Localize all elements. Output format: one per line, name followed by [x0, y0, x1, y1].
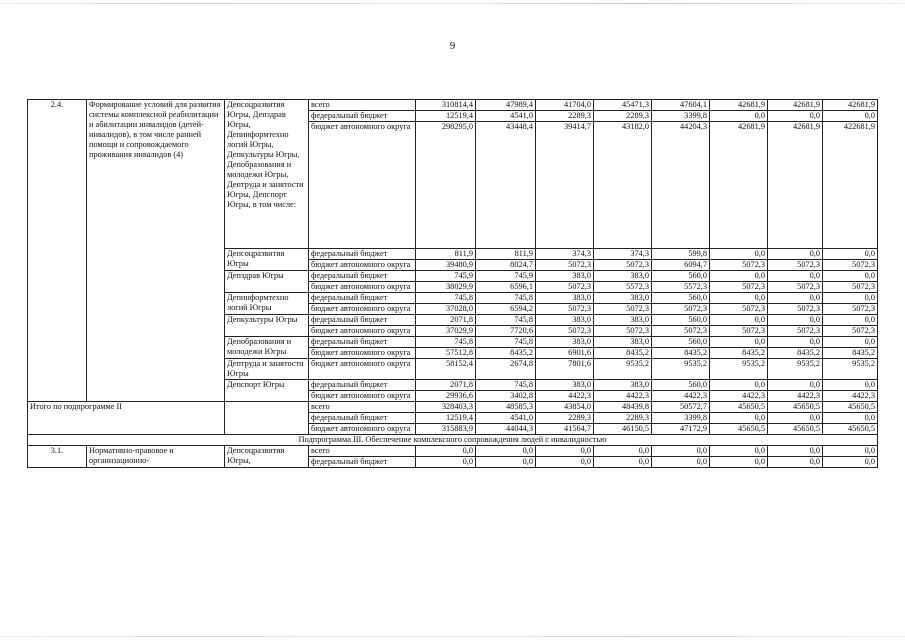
value-cell: 5072,3: [710, 326, 768, 337]
value-cell: 5072,3: [536, 304, 594, 315]
value-cell: 2071,8: [416, 315, 476, 326]
value-cell: 48585,3: [476, 402, 536, 413]
value-cell: 47989,4: [476, 100, 536, 111]
value-cell: 5072,3: [536, 282, 594, 293]
funding-source: всего: [309, 446, 416, 457]
value-cell: 45650,5: [823, 424, 878, 435]
value-cell: 4541,0: [476, 413, 536, 424]
funding-source: бюджет автономного округа: [309, 359, 416, 380]
table-row: [28, 100, 878, 111]
value-cell: 560,0: [652, 271, 710, 282]
executor-cell: Депобразования и молодежи Югры: [225, 337, 309, 359]
value-cell: 5072,3: [823, 260, 878, 271]
value-cell: 42681,9: [768, 100, 823, 111]
value-cell: 37029,9: [416, 326, 476, 337]
value-cell: 4541,0: [476, 111, 536, 122]
value-cell: 0,0: [536, 446, 594, 457]
value-cell: 5072,3: [652, 304, 710, 315]
executor-cell: Депкультуры Югры: [225, 315, 309, 337]
activity-name: Нормативно-правовое и организационно-: [87, 446, 225, 468]
executor-cell: Депсоцразвития Югры: [225, 249, 309, 271]
value-cell: 9535,2: [594, 359, 652, 380]
value-cell: 2289,3: [594, 413, 652, 424]
value-cell: 745,8: [476, 380, 536, 391]
value-cell: 4422,3: [768, 391, 823, 402]
value-cell: 383,0: [536, 293, 594, 304]
value-cell: 5072,3: [594, 326, 652, 337]
row-number: 3.1.: [28, 446, 87, 468]
value-cell: 0,0: [823, 413, 878, 424]
executor-cell: Депсоцразвития Югры, Депздрав Югры, Депинформтехно логий Югры, Депкультуры Югры, Депобразования и молодежи Югры, Дептруда и занятости Югры, Депспорт Югры, в том числе:: [225, 100, 309, 249]
value-cell: 6594,2: [476, 304, 536, 315]
value-cell: 5072,3: [768, 304, 823, 315]
value-cell: 39480,9: [416, 260, 476, 271]
subprogram-row: [28, 435, 878, 446]
funding-source: всего: [309, 402, 416, 413]
subprogram-header: Подпрограмма III. Обеспечение комплексного сопровождения людей с инвалидностью: [28, 435, 878, 446]
funding-source: федеральный бюджет: [309, 413, 416, 424]
value-cell: 745,8: [476, 337, 536, 348]
value-cell: 0,0: [823, 315, 878, 326]
value-cell: 0,0: [768, 249, 823, 260]
value-cell: 315883,9: [416, 424, 476, 435]
funding-source: федеральный бюджет: [309, 111, 416, 122]
value-cell: 383,0: [536, 271, 594, 282]
value-cell: 0,0: [823, 271, 878, 282]
value-cell: 560,0: [652, 380, 710, 391]
value-cell: 383,0: [594, 380, 652, 391]
value-cell: 560,0: [652, 293, 710, 304]
value-cell: 560,0: [652, 337, 710, 348]
value-cell: 5072,3: [768, 326, 823, 337]
value-cell: 5072,3: [652, 326, 710, 337]
value-cell: 0,0: [476, 457, 536, 468]
value-cell: 9535,2: [652, 359, 710, 380]
value-cell: 745,8: [416, 337, 476, 348]
value-cell: 47604,1: [652, 100, 710, 111]
value-cell: 46150,5: [594, 424, 652, 435]
value-cell: 44044,3: [476, 424, 536, 435]
value-cell: 6596,1: [476, 282, 536, 293]
value-cell: 5572,3: [594, 282, 652, 293]
value-cell: 5072,3: [768, 260, 823, 271]
value-cell: 2289,3: [594, 111, 652, 122]
value-cell: 0,0: [823, 337, 878, 348]
value-cell: 383,0: [536, 380, 594, 391]
funding-source: федеральный бюджет: [309, 315, 416, 326]
value-cell: 5072,3: [823, 326, 878, 337]
funding-source: бюджет автономного округа: [309, 282, 416, 293]
value-cell: 9535,2: [710, 359, 768, 380]
funding-source: бюджет автономного округа: [309, 348, 416, 359]
value-cell: 4422,3: [652, 391, 710, 402]
value-cell: 43854,0: [536, 402, 594, 413]
value-cell: 8435,2: [823, 348, 878, 359]
value-cell: 4422,3: [823, 391, 878, 402]
value-cell: 45650,5: [768, 424, 823, 435]
executor-cell: Депинформтехно логий Югры: [225, 293, 309, 315]
value-cell: 4422,3: [710, 391, 768, 402]
value-cell: 0,0: [823, 446, 878, 457]
value-cell: 5072,3: [710, 260, 768, 271]
value-cell: 2071,8: [416, 380, 476, 391]
value-cell: 310814,4: [416, 100, 476, 111]
value-cell: 43448,4: [476, 122, 536, 249]
value-cell: 8435,2: [594, 348, 652, 359]
value-cell: 3399,8: [652, 413, 710, 424]
value-cell: 0,0: [710, 413, 768, 424]
value-cell: 5072,3: [823, 282, 878, 293]
value-cell: 0,0: [710, 457, 768, 468]
value-cell: 44204,3: [652, 122, 710, 249]
value-cell: 0,0: [823, 293, 878, 304]
value-cell: 41564,7: [536, 424, 594, 435]
value-cell: 5072,3: [710, 304, 768, 315]
value-cell: 5072,3: [536, 260, 594, 271]
value-cell: 0,0: [652, 446, 710, 457]
value-cell: 0,0: [652, 457, 710, 468]
value-cell: 2289,3: [536, 413, 594, 424]
funding-source: бюджет автономного округа: [309, 304, 416, 315]
value-cell: 0,0: [768, 457, 823, 468]
funding-source: бюджет автономного округа: [309, 260, 416, 271]
value-cell: 745,9: [416, 271, 476, 282]
value-cell: 0,0: [710, 271, 768, 282]
funding-source: бюджет автономного округа: [309, 122, 416, 249]
value-cell: 4422,3: [536, 391, 594, 402]
value-cell: 4422,3: [594, 391, 652, 402]
funding-source: бюджет автономного округа: [309, 424, 416, 435]
value-cell: 29936,6: [416, 391, 476, 402]
value-cell: 45471,3: [594, 100, 652, 111]
value-cell: 45650,5: [710, 424, 768, 435]
value-cell: 9535,2: [823, 359, 878, 380]
value-cell: 0,0: [710, 111, 768, 122]
value-cell: 45650,5: [768, 402, 823, 413]
value-cell: 12519,4: [416, 111, 476, 122]
value-cell: 298295,0: [416, 122, 476, 249]
page-number: 9: [449, 40, 456, 52]
budget-table: [27, 99, 878, 468]
value-cell: 0,0: [768, 111, 823, 122]
value-cell: 0,0: [416, 446, 476, 457]
value-cell: 45650,5: [823, 402, 878, 413]
value-cell: 8435,2: [476, 348, 536, 359]
value-cell: 50572,7: [652, 402, 710, 413]
value-cell: 37028,0: [416, 304, 476, 315]
value-cell: 45650,5: [710, 402, 768, 413]
value-cell: 5572,3: [652, 282, 710, 293]
value-cell: 5072,3: [710, 282, 768, 293]
value-cell: 0,0: [710, 337, 768, 348]
value-cell: 560,0: [652, 315, 710, 326]
value-cell: 383,0: [594, 315, 652, 326]
value-cell: 39414,7: [536, 122, 594, 249]
value-cell: 47172,9: [652, 424, 710, 435]
value-cell: 5072,3: [823, 304, 878, 315]
funding-source: всего: [309, 100, 416, 111]
activity-name: Формирование условий для развития системы комплексной реабилитации и абилитации инвалидов (детей-инвалидов), в том числе ранней помощи и сопровождаемого проживания инвалидов (4): [87, 100, 225, 402]
value-cell: 0,0: [768, 271, 823, 282]
value-cell: 8024,7: [476, 260, 536, 271]
value-cell: 0,0: [594, 457, 652, 468]
value-cell: 0,0: [710, 380, 768, 391]
value-cell: 2289,3: [536, 111, 594, 122]
value-cell: 745,8: [416, 293, 476, 304]
funding-source: федеральный бюджет: [309, 380, 416, 391]
value-cell: 43182,0: [594, 122, 652, 249]
funding-source: федеральный бюджет: [309, 293, 416, 304]
total-row: [28, 402, 878, 413]
value-cell: 0,0: [768, 293, 823, 304]
value-cell: 374,3: [594, 249, 652, 260]
value-cell: 0,0: [768, 413, 823, 424]
value-cell: 811,9: [416, 249, 476, 260]
value-cell: 5072,3: [594, 304, 652, 315]
value-cell: 383,0: [536, 315, 594, 326]
value-cell: 42681,9: [710, 100, 768, 111]
value-cell: 0,0: [823, 111, 878, 122]
value-cell: 3402,8: [476, 391, 536, 402]
value-cell: 38029,9: [416, 282, 476, 293]
value-cell: 383,0: [594, 337, 652, 348]
value-cell: 57512,8: [416, 348, 476, 359]
value-cell: 42681,9: [710, 122, 768, 249]
value-cell: 599,8: [652, 249, 710, 260]
value-cell: 422681,9: [823, 122, 878, 249]
funding-source: федеральный бюджет: [309, 457, 416, 468]
executor-cell: Депспорт Югры: [225, 380, 309, 402]
executor-cell: Депсоцразвития Югры,: [225, 446, 309, 468]
value-cell: 7801,6: [536, 359, 594, 380]
value-cell: 0,0: [768, 446, 823, 457]
value-cell: 383,0: [536, 337, 594, 348]
value-cell: 0,0: [823, 457, 878, 468]
value-cell: 383,0: [594, 271, 652, 282]
table-row: [28, 446, 878, 457]
value-cell: 7720,6: [476, 326, 536, 337]
value-cell: 0,0: [768, 380, 823, 391]
value-cell: 745,8: [476, 293, 536, 304]
value-cell: 0,0: [710, 446, 768, 457]
value-cell: 5072,3: [768, 282, 823, 293]
scan-edge-bottom: [0, 636, 905, 637]
value-cell: 42681,9: [823, 100, 878, 111]
value-cell: 745,8: [476, 315, 536, 326]
funding-source: бюджет автономного округа: [309, 391, 416, 402]
value-cell: 374,3: [536, 249, 594, 260]
value-cell: 8435,2: [710, 348, 768, 359]
value-cell: 0,0: [710, 315, 768, 326]
value-cell: 8435,2: [652, 348, 710, 359]
value-cell: 0,0: [594, 446, 652, 457]
value-cell: 2674,8: [476, 359, 536, 380]
value-cell: 41704,0: [536, 100, 594, 111]
value-cell: 5072,3: [594, 260, 652, 271]
value-cell: 383,0: [594, 293, 652, 304]
value-cell: 328403,3: [416, 402, 476, 413]
value-cell: 0,0: [476, 446, 536, 457]
executor-cell: Дептруда и занятости Югры: [225, 359, 309, 380]
value-cell: 0,0: [768, 337, 823, 348]
value-cell: 0,0: [536, 457, 594, 468]
value-cell: 0,0: [710, 249, 768, 260]
value-cell: 0,0: [710, 293, 768, 304]
value-cell: 5072,3: [536, 326, 594, 337]
funding-source: федеральный бюджет: [309, 249, 416, 260]
value-cell: 811,9: [476, 249, 536, 260]
scan-edge-top: [0, 3, 905, 4]
value-cell: 9535,2: [768, 359, 823, 380]
value-cell: 48439,8: [594, 402, 652, 413]
executor-cell: [225, 402, 309, 435]
value-cell: 6094,7: [652, 260, 710, 271]
value-cell: 58152,4: [416, 359, 476, 380]
funding-source: федеральный бюджет: [309, 337, 416, 348]
value-cell: 745,9: [476, 271, 536, 282]
value-cell: 6901,6: [536, 348, 594, 359]
total-label: Итого по подпрограмме II: [28, 402, 225, 435]
value-cell: 0,0: [823, 380, 878, 391]
value-cell: 0,0: [823, 249, 878, 260]
funding-source: бюджет автономного округа: [309, 326, 416, 337]
value-cell: 3399,8: [652, 111, 710, 122]
value-cell: 12519,4: [416, 413, 476, 424]
value-cell: 0,0: [416, 457, 476, 468]
executor-cell: Депздрав Югры: [225, 271, 309, 293]
value-cell: 0,0: [768, 315, 823, 326]
row-number: 2.4.: [28, 100, 87, 402]
funding-source: федеральный бюджет: [309, 271, 416, 282]
value-cell: 42681,9: [768, 122, 823, 249]
value-cell: 8435,2: [768, 348, 823, 359]
